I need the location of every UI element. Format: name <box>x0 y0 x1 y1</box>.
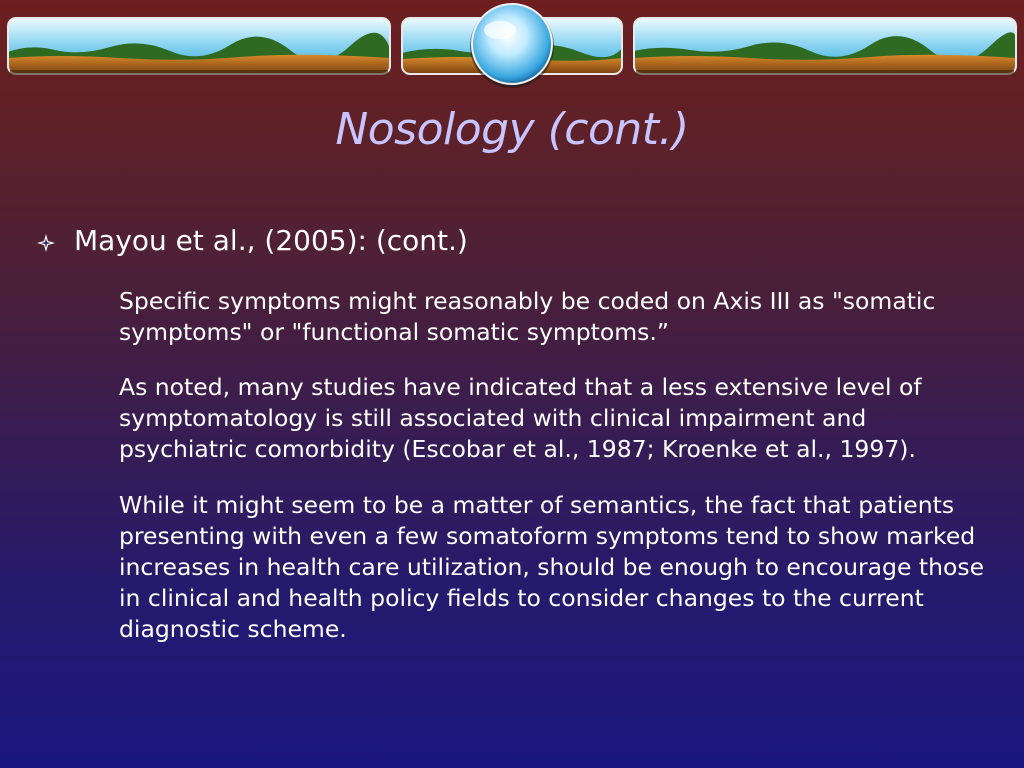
header-banner <box>0 0 1024 95</box>
landscape-banner-graphic <box>0 0 1024 95</box>
bullet-text: Mayou et al., (2005): (cont.) <box>74 224 468 257</box>
banner-panel-right <box>634 18 1016 74</box>
bullet-item <box>36 224 996 264</box>
paragraph-symptomatology: As noted, many studies have indicated that a less extensive level of symptomatology is still associated with clinical impairment and psychiatric comorbidity (Escobar et al., 1987; Kroenke et al., 1997). <box>119 373 922 463</box>
paragraph-axis-iii: Specific symptoms might reasonably be coded on Axis III as "somatic symptoms" or "functional somatic symptoms.” <box>119 287 936 346</box>
banner-panel-left <box>8 18 390 74</box>
slide-title: Nosology (cont.) <box>335 104 689 155</box>
paragraph-semantics: While it might seem to be a matter of semantics, the fact that patients presenting with even a few somatoform symptoms tend to show marked increases in health care utilization, should be enough to encourage those in clinical and health policy fields to consider changes to the current diagnostic scheme. <box>119 491 985 643</box>
diamond-bullet-icon <box>36 233 56 253</box>
